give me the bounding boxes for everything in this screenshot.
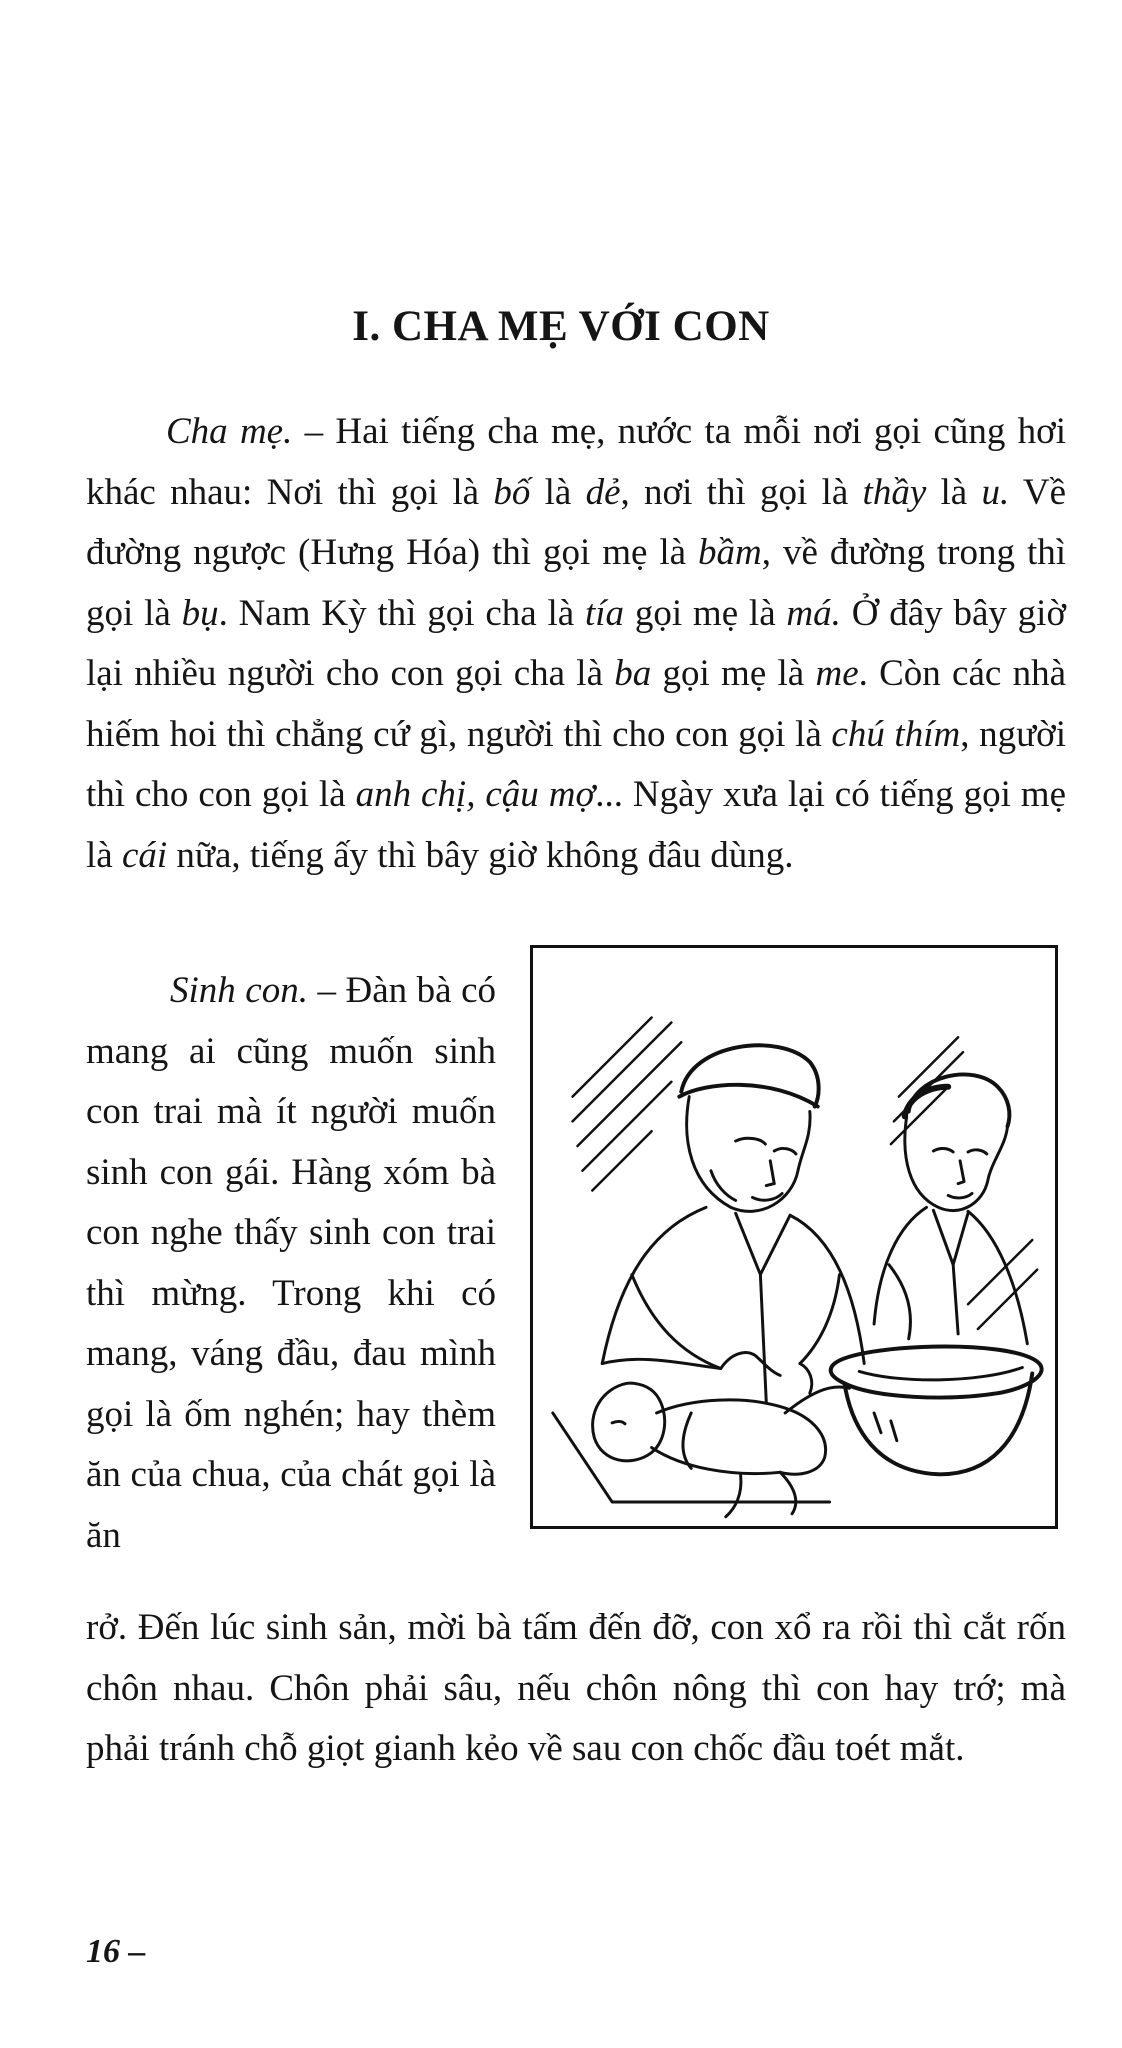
- paragraph-sinh-con: [86, 961, 496, 1566]
- italic-term: má.: [786, 592, 841, 634]
- paragraph-sinh-con-text: [86, 961, 496, 1566]
- italic-term: bố: [493, 471, 531, 513]
- text-segment: nữa, tiếng ấy thì bây giờ không đâu dùng.: [167, 834, 794, 876]
- italic-term: cái: [121, 834, 168, 876]
- italic-term: anh chị, cậu mợ: [355, 774, 596, 815]
- text-segment: ... Ngày xưa lại có tiếng gọi mẹ là: [86, 774, 1066, 876]
- text-segment: , nơi thì gọi là: [620, 471, 863, 513]
- text-segment: – Hai tiếng cha mẹ, nước ta mỗi nơi gọi cũng hơi khác nhau: Nơi thì gọi là: [86, 411, 1066, 513]
- italic-term: dẻ: [585, 471, 621, 513]
- text-segment: là: [926, 471, 982, 513]
- page-number: 16 –: [86, 1933, 146, 1970]
- text-segment: , người thì cho con gọi là: [86, 713, 1066, 815]
- text-segment: . Nam Kỳ thì gọi cha là: [218, 592, 585, 634]
- illustration-drawing: [533, 948, 1055, 1526]
- italic-term: chú thím: [831, 713, 961, 755]
- chapter-heading: I. CHA MẸ VỚI CON: [352, 303, 770, 350]
- text-segment: . Còn các nhà hiếm hoi thì chẳng cứ gì, người thì cho con gọi là: [86, 653, 1066, 755]
- italic-term: bầm: [698, 532, 762, 573]
- italic-term: me: [815, 653, 859, 694]
- text-segment: , về đường trong thì gọi là: [86, 532, 1066, 634]
- text-segment: Ở đây bây giờ lại nhiều người cho con gọi cha là: [86, 592, 1067, 694]
- italic-term: bụ: [181, 592, 219, 634]
- term-cha-me: Cha mẹ.: [166, 411, 293, 452]
- sinh-con-bottom-text: rở. Đến lúc sinh sản, mời bà tấm đến đỡ, con xổ ra rồi thì cắt rốn chôn nhau. Chôn phải sâu, nếu chôn nông thì con hay trớ; mà phải tránh chỗ giọt gianh kẻo về sau con chốc đầu toét mắt.: [86, 1607, 1066, 1769]
- italic-term: tía: [584, 592, 625, 634]
- paragraph-sinh-con-continued: [86, 1598, 1066, 1780]
- text-segment: gọi mẹ là: [651, 653, 816, 694]
- paragraph-cha-me: [86, 402, 1066, 886]
- text-segment: Về đường ngược (Hưng Hóa) thì gọi mẹ là: [86, 471, 1067, 573]
- text-segment: gọi mẹ là: [624, 592, 787, 634]
- italic-term: u.: [981, 471, 1010, 513]
- italic-term: thầy: [862, 471, 927, 513]
- paragraph-cha-me-text: [86, 402, 1066, 886]
- italic-term: ba: [614, 653, 652, 694]
- illustration-midwife-bathing-baby: [530, 945, 1058, 1529]
- text-segment: là: [530, 471, 586, 513]
- sinh-con-left-text: – Đàn bà có mang ai cũng muốn sinh con trai mà ít người muốn sinh con gái. Hàng xóm bà con nghe thấy sinh con trai thì mừng. Trong khi có mang, váng đầu, đau mình gọi là ốm nghén; hay thèm ăn của chua, của chát gọi là ăn: [86, 970, 496, 1556]
- term-sinh-con: Sinh con.: [170, 970, 308, 1011]
